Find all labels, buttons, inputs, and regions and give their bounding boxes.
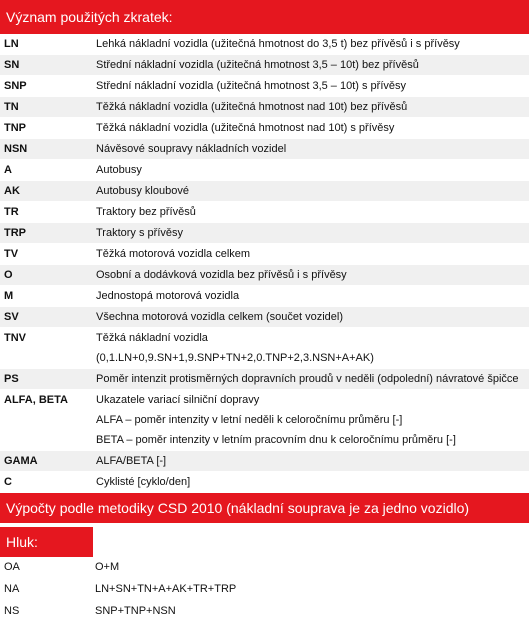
table-row [0,160,529,181]
description-line: Cyklisté [cyklo/den] [96,476,191,488]
abbreviation-description [91,202,529,223]
table-row [0,369,529,390]
csd-title: Výpočty podle metodiky CSD 2010 (nákladní souprava je za jedno vozidlo) [6,500,470,516]
table-row [0,390,529,451]
description-line: ALFA/BETA [-] [96,455,167,467]
noise-code: OA [0,557,91,579]
abbreviation-description [91,139,529,160]
abbreviation-code: TRP [0,223,91,244]
table-row [0,118,529,139]
noise-formula: SNP+TNP+NSN [91,601,529,623]
table-row [0,244,529,265]
abbreviations-header [0,0,529,34]
table-row [0,557,529,579]
noise-code: NS [0,601,91,623]
abbreviation-code: O [0,265,91,286]
abbreviation-description [91,160,529,181]
table-row [0,202,529,223]
abbreviation-code: TV [0,244,91,265]
abbreviation-code: SN [0,55,91,76]
description-line: (0,1.LN+0,9.SN+1,9.SNP+TN+2,0.TNP+2,3.NSN+A+AK) [96,352,374,364]
abbreviation-code: TN [0,97,91,118]
table-row [0,286,529,307]
description-line: Autobusy [96,164,142,176]
table-row [0,307,529,328]
csd-header [0,493,529,523]
noise-formula: LN+SN+TN+A+AK+TR+TRP [91,579,529,601]
description-line: Těžká nákladní vozidla (užitečná hmotnost nad 10t) s přívěsy [96,122,395,134]
description-line: Všechna motorová vozidla celkem (součet vozidel) [96,311,344,323]
abbreviation-description [91,369,529,390]
abbreviation-code: C [0,472,91,493]
abbreviation-code: PS [0,369,91,390]
description-line: Autobusy kloubové [96,185,189,197]
abbreviation-description [91,472,529,493]
abbreviation-code: M [0,286,91,307]
description-line: BETA – poměr intenzity v letním pracovním dnu k celoročnímu průměru [-] [96,434,456,446]
table-row [0,223,529,244]
table-row [0,139,529,160]
table-row [0,579,529,601]
abbreviation-description [91,55,529,76]
abbreviation-description [91,34,529,55]
abbreviation-code: AK [0,181,91,202]
description-line: Střední nákladní vozidla (užitečná hmotnost 3,5 – 10t) bez přívěsů [96,59,419,71]
abbreviation-code: TNV [0,328,91,369]
description-line: Těžká nákladní vozidla [96,332,208,344]
description-line: Jednostopá motorová vozidla [96,290,240,302]
noise-table [0,557,529,623]
description-line: ALFA – poměr intenzity v letní neděli k celoročnímu průměru [-] [96,414,403,426]
abbreviation-code: GAMA [0,451,91,472]
abbreviations-table [0,34,529,493]
abbreviation-description [91,244,529,265]
abbreviation-description [91,307,529,328]
abbreviation-description [91,76,529,97]
abbreviation-code: SV [0,307,91,328]
description-line: Ukazatele variací silniční dopravy [96,394,260,406]
abbreviation-code: LN [0,34,91,55]
abbreviation-description [91,181,529,202]
table-row [0,97,529,118]
abbreviation-code: SNP [0,76,91,97]
table-row [0,76,529,97]
abbreviation-description [91,328,529,369]
abbreviation-description [91,118,529,139]
description-line: Návěsové soupravy nákladních vozidel [96,143,287,155]
table-row [0,451,529,472]
abbreviation-description [91,265,529,286]
abbreviation-description [91,286,529,307]
description-line: Traktory bez přívěsů [96,206,196,218]
table-row [0,601,529,623]
abbreviation-code: ALFA, BETA [0,390,91,451]
abbreviations-title: Význam použitých zkratek: [6,9,173,25]
table-row [0,472,529,493]
description-line: Těžká nákladní vozidla (užitečná hmotnost nad 10t) bez přívěsů [96,101,408,113]
abbreviation-description [91,97,529,118]
noise-formula: O+M [91,557,529,579]
description-line: Lehká nákladní vozidla (užitečná hmotnost do 3,5 t) bez přívěsů i s přívěsy [96,38,460,50]
noise-title: Hluk: [6,534,38,550]
abbreviation-code: A [0,160,91,181]
table-row [0,181,529,202]
table-row [0,34,529,55]
table-row [0,328,529,369]
table-row [0,55,529,76]
noise-code: NA [0,579,91,601]
abbreviation-description [91,390,529,451]
description-line: Osobní a dodávková vozidla bez přívěsů i s přívěsy [96,269,347,281]
abbreviation-code: NSN [0,139,91,160]
abbreviation-description [91,451,529,472]
description-line: Střední nákladní vozidla (užitečná hmotnost 3,5 – 10t) s přívěsy [96,80,406,92]
table-row [0,265,529,286]
description-line: Traktory s přívěsy [96,227,183,239]
noise-header [0,527,93,557]
abbreviation-description [91,223,529,244]
abbreviation-code: TNP [0,118,91,139]
abbreviation-code: TR [0,202,91,223]
description-line: Poměr intenzit protisměrných dopravních proudů v neděli (odpolední) návratové špičce [96,373,519,385]
description-line: Těžká motorová vozidla celkem [96,248,251,260]
